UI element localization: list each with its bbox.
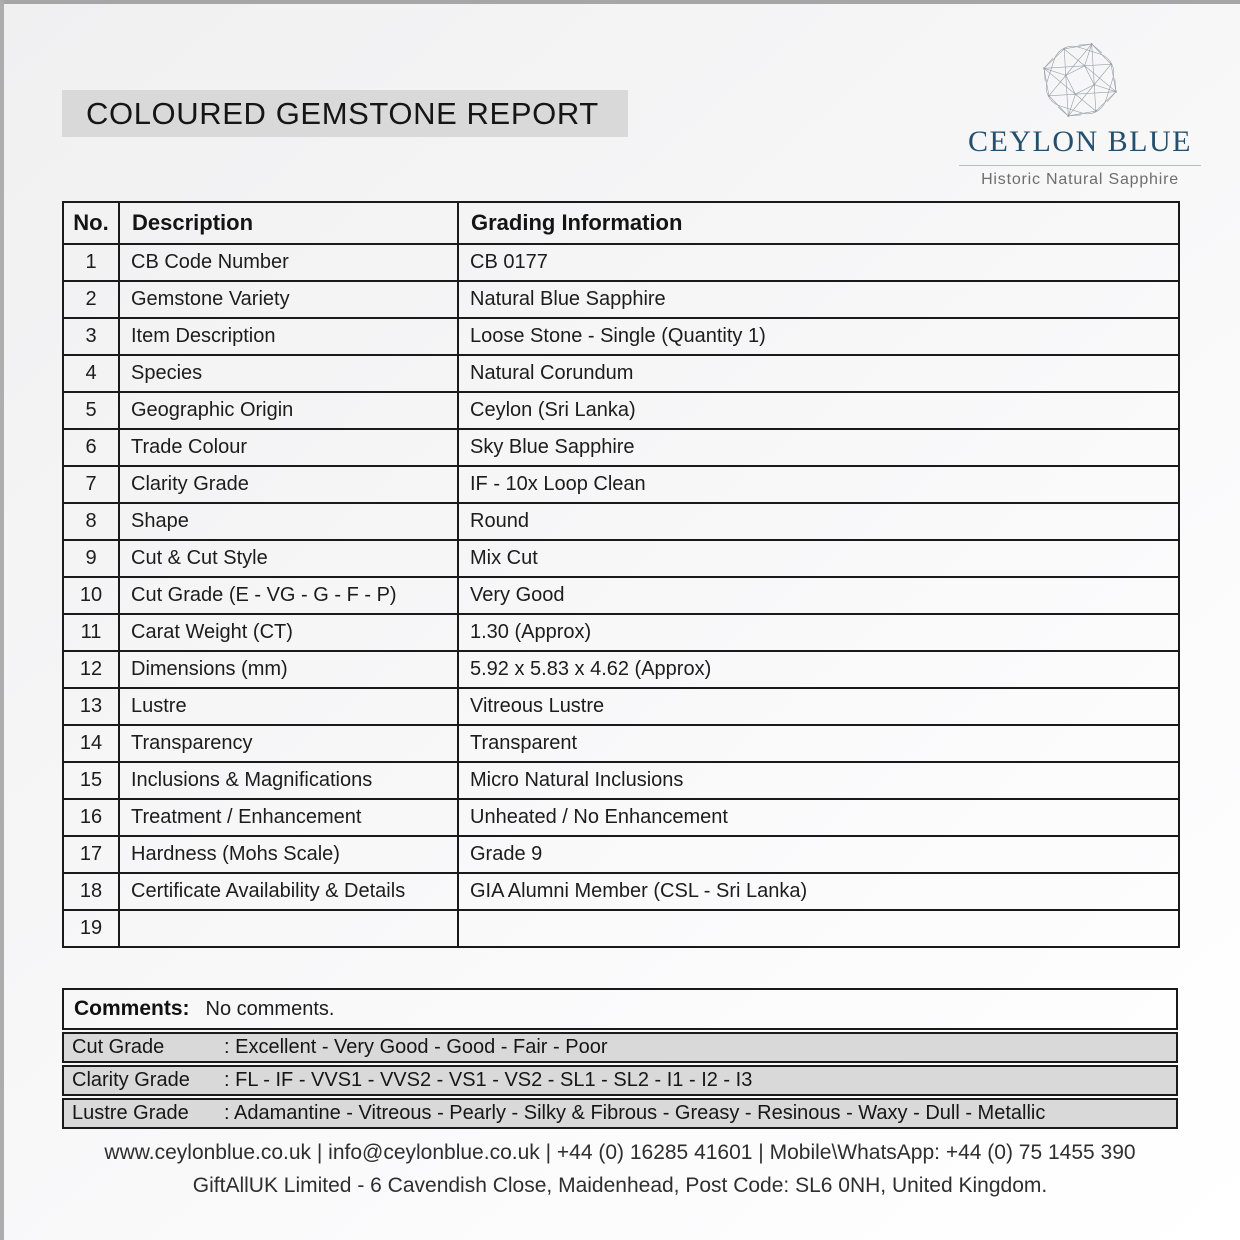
gem-wireframe-icon: [957, 36, 1203, 124]
cell-description: Carat Weight (CT): [119, 614, 458, 651]
table-row: [63, 577, 1179, 614]
table-row: [63, 244, 1179, 281]
table-row: [63, 873, 1179, 910]
legend-row: [62, 1065, 1178, 1096]
header-grading: Grading Information: [458, 202, 1179, 244]
cell-description: Item Description: [119, 318, 458, 355]
header-no: No.: [63, 202, 119, 244]
table-row: [63, 836, 1179, 873]
table-row: [63, 466, 1179, 503]
cell-no: 1: [63, 244, 119, 281]
cell-grading: Sky Blue Sapphire: [458, 429, 1179, 466]
cell-no: 2: [63, 281, 119, 318]
table-header-row: [63, 202, 1179, 244]
cell-description: Cut & Cut Style: [119, 540, 458, 577]
cell-grading: Transparent: [458, 725, 1179, 762]
cell-grading: CB 0177: [458, 244, 1179, 281]
comments-box: [62, 988, 1178, 1030]
grading-report-table: [62, 201, 1180, 948]
cell-description: [119, 910, 458, 947]
report-table-body: [63, 244, 1179, 947]
cell-no: 6: [63, 429, 119, 466]
table-row: [63, 688, 1179, 725]
cell-grading: Grade 9: [458, 836, 1179, 873]
cell-description: Lustre: [119, 688, 458, 725]
cell-grading: Unheated / No Enhancement: [458, 799, 1179, 836]
cell-no: 13: [63, 688, 119, 725]
cell-description: Shape: [119, 503, 458, 540]
cell-no: 3: [63, 318, 119, 355]
cell-description: CB Code Number: [119, 244, 458, 281]
cell-grading: Natural Corundum: [458, 355, 1179, 392]
cell-grading: Ceylon (Sri Lanka): [458, 392, 1179, 429]
brand-block: [957, 36, 1203, 189]
table-row: [63, 725, 1179, 762]
table-row: [63, 318, 1179, 355]
cell-description: Certificate Availability & Details: [119, 873, 458, 910]
cell-no: 7: [63, 466, 119, 503]
brand-divider: [959, 165, 1201, 166]
cell-description: Treatment / Enhancement: [119, 799, 458, 836]
table-row: [63, 281, 1179, 318]
page-edge-left: [0, 0, 4, 1240]
cell-description: Dimensions (mm): [119, 651, 458, 688]
legend-value: : FL - IF - VVS1 - VVS2 - VS1 - VS2 - SL1 - SL2 - I1 - I2 - I3: [224, 1069, 753, 1091]
cell-no: 14: [63, 725, 119, 762]
table-row: [63, 540, 1179, 577]
cell-grading: Vitreous Lustre: [458, 688, 1179, 725]
comments-label: Comments:: [74, 997, 190, 1020]
brand-name: CEYLON BLUE: [968, 125, 1192, 158]
footer: [0, 1136, 1240, 1202]
cell-grading: IF - 10x Loop Clean: [458, 466, 1179, 503]
cell-no: 12: [63, 651, 119, 688]
cell-description: Geographic Origin: [119, 392, 458, 429]
legend-row: [62, 1098, 1178, 1129]
cell-no: 9: [63, 540, 119, 577]
table-row: [63, 429, 1179, 466]
cell-description: Gemstone Variety: [119, 281, 458, 318]
cell-grading: Mix Cut: [458, 540, 1179, 577]
table-row: [63, 503, 1179, 540]
cell-no: 18: [63, 873, 119, 910]
cell-no: 8: [63, 503, 119, 540]
grade-legend: [62, 1032, 1178, 1131]
cell-description: Inclusions & Magnifications: [119, 762, 458, 799]
table-row: [63, 614, 1179, 651]
table-row: [63, 392, 1179, 429]
legend-value: : Excellent - Very Good - Good - Fair - Poor: [224, 1036, 608, 1058]
legend-label: Cut Grade: [72, 1036, 165, 1058]
table-row: [63, 762, 1179, 799]
cell-grading: Natural Blue Sapphire: [458, 281, 1179, 318]
cell-grading: Very Good: [458, 577, 1179, 614]
cell-grading: GIA Alumni Member (CSL - Sri Lanka): [458, 873, 1179, 910]
cell-description: Clarity Grade: [119, 466, 458, 503]
table-row: [63, 910, 1179, 947]
cell-grading: 1.30 (Approx): [458, 614, 1179, 651]
cell-description: Trade Colour: [119, 429, 458, 466]
table-row: [63, 799, 1179, 836]
cell-no: 16: [63, 799, 119, 836]
page-edge-top: [0, 0, 1240, 4]
cell-no: 4: [63, 355, 119, 392]
cell-grading: 5.92 x 5.83 x 4.62 (Approx): [458, 651, 1179, 688]
cell-no: 11: [63, 614, 119, 651]
legend-value: : Adamantine - Vitreous - Pearly - Silky & Fibrous - Greasy - Resinous - Waxy - Dull - Metallic: [224, 1102, 1046, 1124]
legend-label: Clarity Grade: [72, 1069, 190, 1091]
cell-grading: Round: [458, 503, 1179, 540]
cell-no: 10: [63, 577, 119, 614]
cell-grading: Loose Stone - Single (Quantity 1): [458, 318, 1179, 355]
cell-description: Species: [119, 355, 458, 392]
footer-contact-line: www.ceylonblue.co.uk | info@ceylonblue.co.uk | +44 (0) 16285 41601 | Mobile\WhatsApp: +44 (0) 75 1455 390: [104, 1141, 1136, 1164]
brand-tagline: Historic Natural Sapphire: [981, 171, 1179, 188]
table-row: [63, 651, 1179, 688]
comments-text: No comments.: [205, 997, 335, 1020]
cell-no: 15: [63, 762, 119, 799]
cell-description: Transparency: [119, 725, 458, 762]
header-description: Description: [119, 202, 458, 244]
report-title: COLOURED GEMSTONE REPORT: [86, 95, 599, 131]
report-title-banner: [62, 90, 628, 137]
table-row: [63, 355, 1179, 392]
cell-no: 5: [63, 392, 119, 429]
cell-grading: Micro Natural Inclusions: [458, 762, 1179, 799]
legend-row: [62, 1032, 1178, 1063]
cell-grading: [458, 910, 1179, 947]
cell-no: 19: [63, 910, 119, 947]
cell-description: Cut Grade (E - VG - G - F - P): [119, 577, 458, 614]
cell-description: Hardness (Mohs Scale): [119, 836, 458, 873]
legend-label: Lustre Grade: [72, 1102, 189, 1124]
footer-address-line: GiftAllUK Limited - 6 Cavendish Close, Maidenhead, Post Code: SL6 0NH, United Kingdom.: [192, 1174, 1048, 1197]
cell-no: 17: [63, 836, 119, 873]
